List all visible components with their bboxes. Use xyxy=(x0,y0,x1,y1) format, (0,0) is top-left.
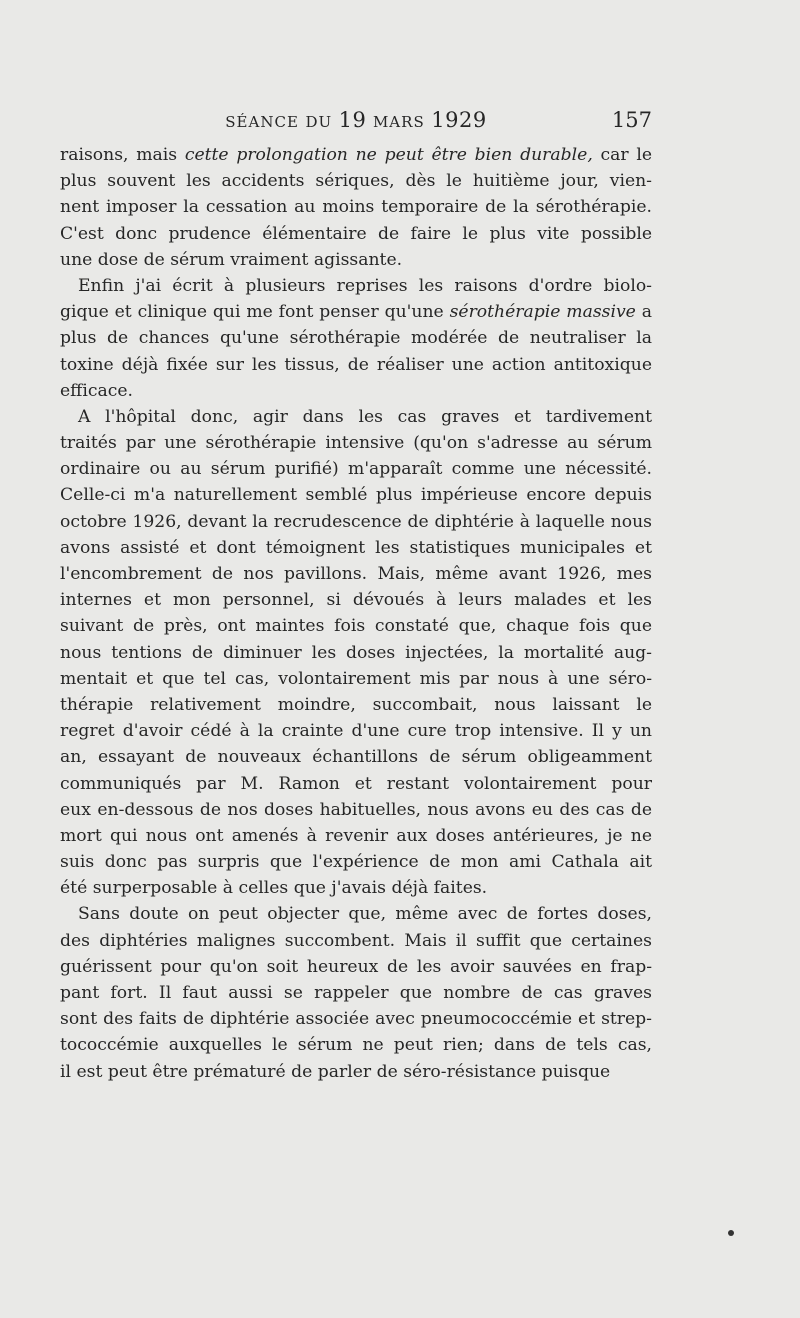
text-segment: communiqués par M. Ramon et restant volontairement pour xyxy=(60,773,652,794)
text-line xyxy=(60,928,652,954)
text-line xyxy=(60,640,652,666)
text-segment: Celle-ci m'a naturellement semblé plus impérieuse encore depuis xyxy=(60,485,652,506)
text-segment: eux en-dessous de nos doses habituelles, nous avons eu des cas de xyxy=(60,799,652,820)
text-line xyxy=(60,901,652,927)
text-segment: il est peut être prématuré de parler de séro-résistance puisque xyxy=(60,1061,611,1082)
text-line xyxy=(60,561,652,587)
text-line xyxy=(60,849,652,875)
text-segment: suis donc pas surpris que l'expérience de mon ami Cathala ait xyxy=(60,852,652,873)
text-line xyxy=(60,535,652,561)
text-segment: efficace. xyxy=(60,380,134,401)
text-segment: octobre 1926, devant la recrudescence de diphtérie à laquelle nous xyxy=(60,511,652,532)
text-segment: sérothérapie massive xyxy=(449,302,636,323)
text-segment: internes et mon personnel, si dévoués à leurs malades et les xyxy=(60,590,652,611)
text-segment: raisons, mais xyxy=(60,145,185,165)
header-du: DU xyxy=(305,113,333,131)
page-header xyxy=(60,108,652,138)
text-segment: suivant de près, ont maintes fois constaté que, chaque fois que xyxy=(60,616,652,637)
text-segment: l'encombrement de nos pavillons. Mais, même avant 1926, mes xyxy=(60,564,652,584)
text-line xyxy=(60,168,652,194)
text-line xyxy=(60,980,652,1006)
text-segment: mort qui nous ont amenés à revenir aux doses antérieures, je ne xyxy=(60,825,652,846)
text-line xyxy=(60,299,652,325)
text-segment: C'est donc prudence élémentaire de faire le plus vite possible xyxy=(60,223,652,244)
text-line xyxy=(60,325,652,351)
text-segment: Enfin j'ai écrit à plusieurs reprises les raisons d'ordre biolo- xyxy=(78,275,652,296)
text-segment: mentait et que tel cas, volontairement mis par nous à une séro- xyxy=(60,668,652,689)
text-line xyxy=(60,509,652,535)
text-line xyxy=(60,430,652,456)
text-segment: été surperposable à celles que j'avais déjà faites. xyxy=(60,878,488,899)
text-line xyxy=(60,587,652,613)
text-segment: sont des faits de diphtérie associée avec pneumococcémie et strep- xyxy=(60,1009,652,1030)
text-segment: des diphtéries malignes succombent. Mais il suffit que certaines xyxy=(60,930,652,951)
text-segment: car le xyxy=(592,145,652,165)
text-segment: thérapie relativement moindre, succombait, nous laissant le xyxy=(60,694,652,715)
text-segment: une dose de sérum vraiment agissante. xyxy=(60,249,403,270)
text-line xyxy=(60,194,652,220)
text-line xyxy=(60,482,652,508)
text-line xyxy=(60,352,652,378)
ink-speck xyxy=(728,1230,734,1236)
text-line xyxy=(60,273,652,299)
header-month: MARS xyxy=(372,113,425,131)
text-segment: tococcémie auxquelles le sérum ne peut rien; dans de tels cas, xyxy=(60,1035,652,1056)
text-line xyxy=(60,797,652,823)
header-seance: SÉANCE xyxy=(225,113,299,131)
text-segment: a xyxy=(635,302,652,323)
text-segment: plus de chances qu'une sérothérapie modérée de neutraliser la xyxy=(60,328,652,349)
text-line xyxy=(60,1059,652,1085)
text-segment: A l'hôpital donc, agir dans les cas graves et tardivement xyxy=(78,406,652,427)
text-segment: pant fort. Il faut aussi se rappeler que nombre de cas graves xyxy=(60,983,652,1003)
text-segment: an, essayant de nouveaux échantillons de sérum obligeamment xyxy=(60,747,652,768)
text-line xyxy=(60,1006,652,1032)
text-segment: ordinaire ou au sérum purifié) m'apparaît comme une nécessité. xyxy=(60,459,652,480)
text-segment: toxine déjà fixée sur les tissus, de réaliser une action antitoxique xyxy=(60,354,652,375)
header-day: 19 xyxy=(338,108,367,132)
text-line xyxy=(60,771,652,797)
text-line xyxy=(60,247,652,273)
text-line xyxy=(60,692,652,718)
text-line xyxy=(60,954,652,980)
text-line xyxy=(60,613,652,639)
text-segment: Sans doute on peut objecter que, même avec de fortes doses, xyxy=(78,904,652,925)
text-segment: plus souvent les accidents sériques, dès le huitième jour, vien- xyxy=(60,171,652,192)
text-segment: nent imposer la cessation au moins temporaire de la sérothérapie. xyxy=(60,197,652,218)
text-segment: guérissent pour qu'on soit heureux de les avoir sauvées en frap- xyxy=(60,956,652,977)
text-line xyxy=(60,221,652,247)
text-segment: traités par une sérothérapie intensive (qu'on s'adresse au sérum xyxy=(60,433,652,454)
text-line xyxy=(60,718,652,744)
text-line xyxy=(60,666,652,692)
body-text xyxy=(60,142,652,1085)
text-line xyxy=(60,404,652,430)
text-line xyxy=(60,456,652,482)
text-line xyxy=(60,744,652,770)
text-line xyxy=(60,1032,652,1058)
text-line xyxy=(60,378,652,404)
text-segment: avons assisté et dont témoignent les statistiques municipales et xyxy=(60,537,652,558)
page-number: 157 xyxy=(611,108,652,132)
text-line xyxy=(60,142,652,168)
running-head xyxy=(60,108,652,132)
text-segment: regret d'avoir cédé à la crainte d'une cure trop intensive. Il y un xyxy=(60,721,652,742)
text-line xyxy=(60,823,652,849)
text-segment: nous tentions de diminuer les doses injectées, la mortalité aug- xyxy=(60,642,652,663)
text-segment: gique et clinique qui me font penser qu'une xyxy=(60,302,450,323)
text-segment: cette prolongation ne peut être bien durable, xyxy=(184,145,593,165)
text-line xyxy=(60,875,652,901)
header-year: 1929 xyxy=(431,108,487,132)
